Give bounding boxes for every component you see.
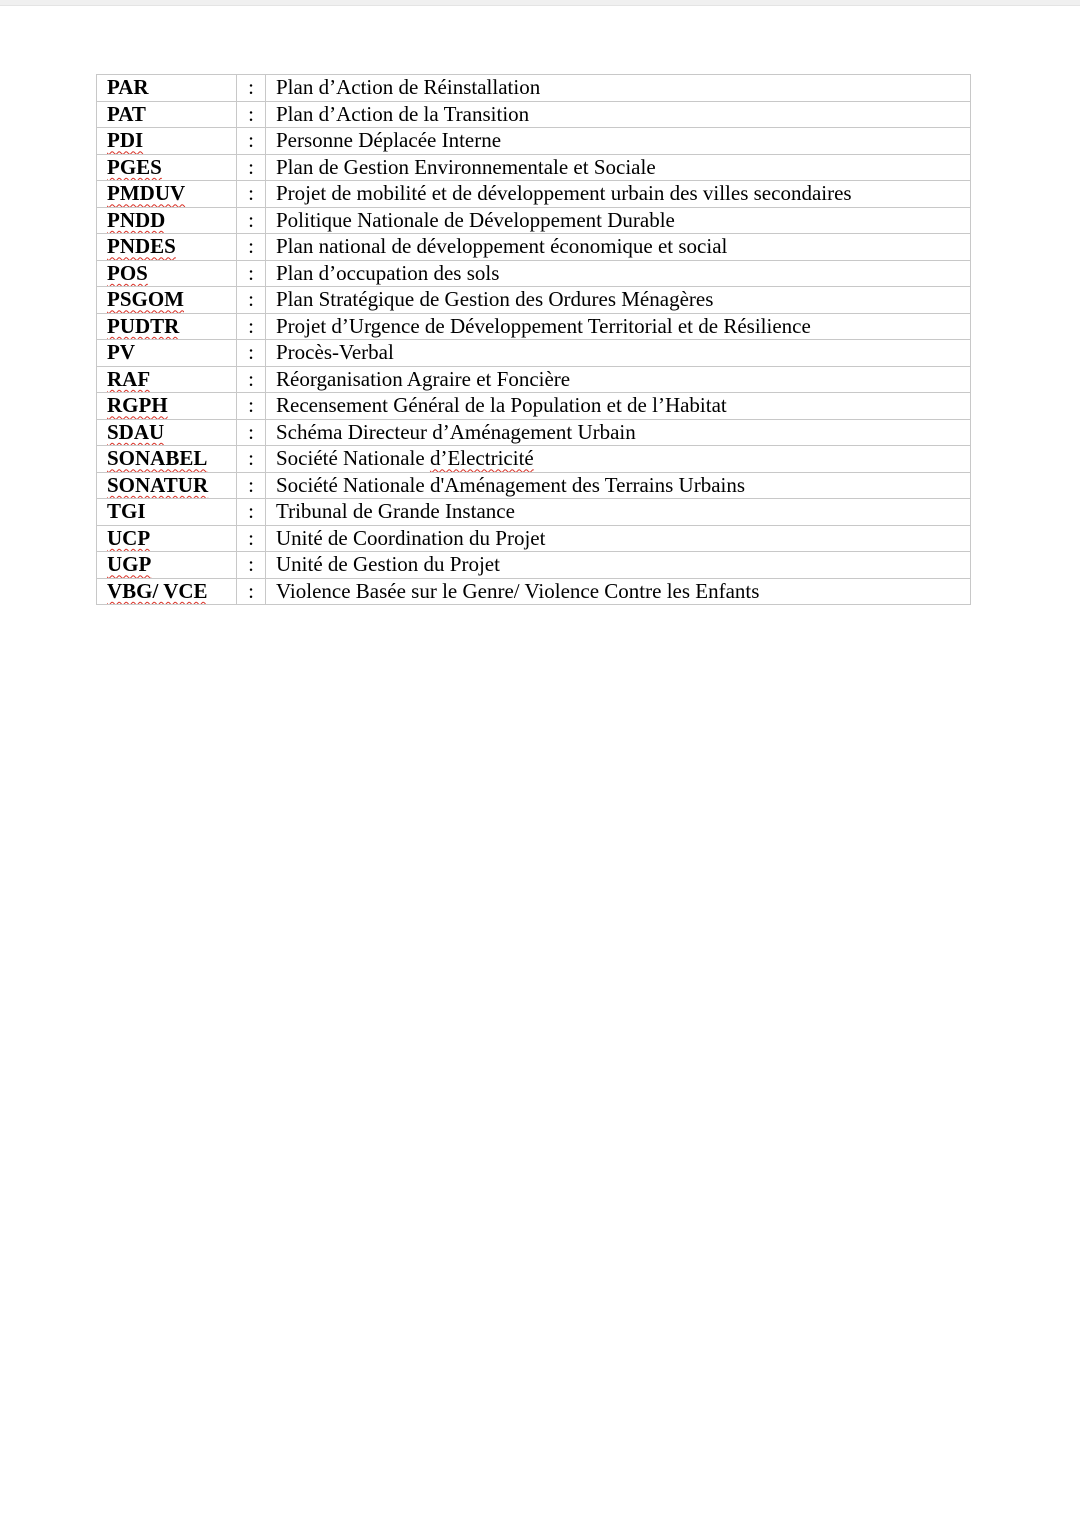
- table-row: [97, 101, 971, 128]
- table-row: [97, 234, 971, 261]
- abbreviation-text: PSGOM: [107, 287, 184, 312]
- abbreviation-cell: [97, 552, 237, 579]
- definition-cell: Schéma Directeur d’Aménagement Urbain: [266, 419, 971, 446]
- definition-cell: Société Nationale d’Electricité: [266, 446, 971, 473]
- abbreviation-text: PDI: [107, 128, 144, 153]
- abbreviation-cell: [97, 499, 237, 526]
- definition-cell: Plan national de développement économique et social: [266, 234, 971, 261]
- table-row: [97, 393, 971, 420]
- abbreviation-text: RAF: [107, 366, 151, 391]
- abbreviation-cell: [97, 128, 237, 155]
- table-row: [97, 340, 971, 367]
- definition-cell: Réorganisation Agraire et Foncière: [266, 366, 971, 393]
- abbreviation-text: UGP: [107, 552, 152, 577]
- abbreviation-cell: [97, 525, 237, 552]
- abbreviation-cell: [97, 234, 237, 261]
- table-row: [97, 472, 971, 499]
- separator-cell: :: [237, 287, 266, 314]
- separator-cell: :: [237, 366, 266, 393]
- abbreviation-text: SONABEL: [107, 446, 208, 471]
- definition-cell: Procès-Verbal: [266, 340, 971, 367]
- definition-cell: Projet d’Urgence de Développement Territorial et de Résilience: [266, 313, 971, 340]
- table-row: [97, 154, 971, 181]
- definition-cell: Recensement Général de la Population et de l’Habitat: [266, 393, 971, 420]
- definition-cell: Unité de Gestion du Projet: [266, 552, 971, 579]
- separator-cell: :: [237, 313, 266, 340]
- abbreviation-cell: [97, 154, 237, 181]
- abbreviation-cell: [97, 366, 237, 393]
- definition-cell: Plan Stratégique de Gestion des Ordures Ménagères: [266, 287, 971, 314]
- definition-cell: Plan d’Action de la Transition: [266, 101, 971, 128]
- abbreviation-text: PNDES: [107, 234, 176, 259]
- abbreviation-text: SONATUR: [107, 472, 209, 497]
- abbreviation-text: PUDTR: [107, 313, 180, 338]
- abbreviation-text: PNDD: [107, 207, 166, 232]
- definition-cell: Projet de mobilité et de développement urbain des villes secondaires: [266, 181, 971, 208]
- table-row: [97, 181, 971, 208]
- table-row: [97, 313, 971, 340]
- abbreviation-text: RGPH: [107, 393, 168, 418]
- separator-cell: :: [237, 525, 266, 552]
- abbreviation-text: TGI: [107, 499, 146, 524]
- abbreviation-cell: [97, 101, 237, 128]
- separator-cell: :: [237, 472, 266, 499]
- table-row: [97, 287, 971, 314]
- separator-cell: :: [237, 154, 266, 181]
- abbreviation-text: UCP: [107, 525, 151, 550]
- table-row: [97, 260, 971, 287]
- separator-cell: :: [237, 552, 266, 579]
- definition-cell: Personne Déplacée Interne: [266, 128, 971, 155]
- abbreviation-cell: [97, 313, 237, 340]
- separator-cell: :: [237, 234, 266, 261]
- abbreviation-text: SDAU: [107, 419, 165, 444]
- abbreviation-cell: [97, 393, 237, 420]
- abbreviations-table: [96, 74, 971, 605]
- abbreviation-text: VBG/ VCE: [107, 578, 208, 603]
- definition-cell: Tribunal de Grande Instance: [266, 499, 971, 526]
- separator-cell: :: [237, 75, 266, 102]
- abbreviation-cell: [97, 472, 237, 499]
- separator-cell: :: [237, 419, 266, 446]
- table-row: [97, 499, 971, 526]
- abbreviation-text: POS: [107, 260, 148, 285]
- definition-cell: Violence Basée sur le Genre/ Violence Contre les Enfants: [266, 578, 971, 605]
- abbreviation-cell: [97, 340, 237, 367]
- abbreviation-text: PAR: [107, 75, 149, 100]
- table-row: [97, 525, 971, 552]
- abbreviation-cell: [97, 75, 237, 102]
- separator-cell: :: [237, 181, 266, 208]
- definition-cell: Société Nationale d'Aménagement des Terrains Urbains: [266, 472, 971, 499]
- abbreviation-cell: [97, 181, 237, 208]
- page-top-edge: [0, 0, 1080, 6]
- abbreviation-text: PGES: [107, 154, 162, 179]
- separator-cell: :: [237, 340, 266, 367]
- definition-cell: Politique Nationale de Développement Durable: [266, 207, 971, 234]
- abbreviation-cell: [97, 207, 237, 234]
- table-row: [97, 419, 971, 446]
- definition-cell: Plan d’occupation des sols: [266, 260, 971, 287]
- abbreviation-cell: [97, 578, 237, 605]
- abbreviation-cell: [97, 287, 237, 314]
- table-row: [97, 578, 971, 605]
- separator-cell: :: [237, 499, 266, 526]
- separator-cell: :: [237, 128, 266, 155]
- separator-cell: :: [237, 101, 266, 128]
- table-row: [97, 75, 971, 102]
- definition-cell: Plan de Gestion Environnementale et Sociale: [266, 154, 971, 181]
- separator-cell: :: [237, 260, 266, 287]
- table-row: [97, 552, 971, 579]
- separator-cell: :: [237, 578, 266, 605]
- definition-cell: Plan d’Action de Réinstallation: [266, 75, 971, 102]
- abbreviation-text: PMDUV: [107, 181, 186, 206]
- abbreviation-cell: [97, 419, 237, 446]
- table-row: [97, 128, 971, 155]
- spellcheck-word: d’Electricité: [429, 446, 534, 471]
- table-row: [97, 207, 971, 234]
- abbreviation-text: PAT: [107, 101, 146, 126]
- abbreviation-text: PV: [107, 340, 135, 365]
- definition-cell: Unité de Coordination du Projet: [266, 525, 971, 552]
- abbreviation-cell: [97, 446, 237, 473]
- abbreviations-table-body: [97, 75, 971, 605]
- table-row: [97, 366, 971, 393]
- separator-cell: :: [237, 446, 266, 473]
- separator-cell: :: [237, 393, 266, 420]
- table-row: [97, 446, 971, 473]
- abbreviation-cell: [97, 260, 237, 287]
- separator-cell: :: [237, 207, 266, 234]
